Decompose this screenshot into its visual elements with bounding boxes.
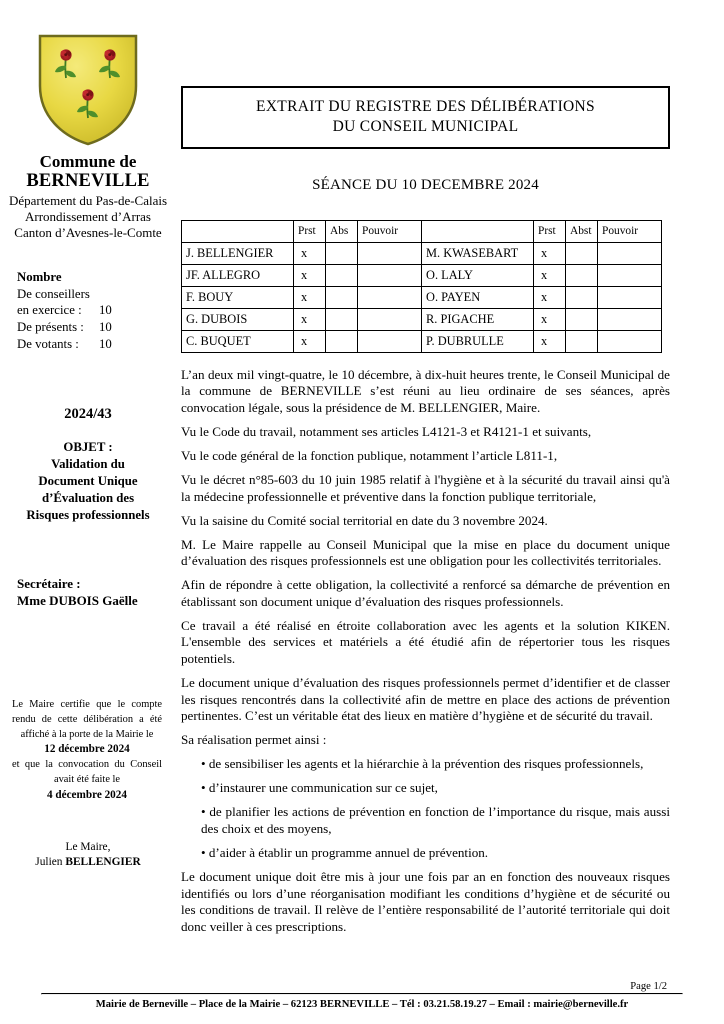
present-mark: x xyxy=(534,264,566,286)
councillor-name: J. BELLENGIER xyxy=(182,242,294,264)
list-item: • de sensibiliser les agents et la hiérarchie à la prévention des risques professionnels, xyxy=(201,756,644,772)
present-mark: x xyxy=(534,330,566,352)
absent-mark xyxy=(566,286,598,308)
objet-line3: d’Évaluation des xyxy=(41,491,135,506)
seance-date-heading: SÉANCE DU 10 DECEMBRE 2024 xyxy=(312,176,539,193)
present-mark: x xyxy=(294,264,326,286)
proxy-cell xyxy=(358,286,422,308)
commune-line2: BERNEVILLE xyxy=(26,171,150,192)
count-value: 10 xyxy=(99,319,112,334)
page-footer xyxy=(41,981,683,1010)
header-right-pouvoir: Pouvoir xyxy=(598,220,662,242)
header-left-pouvoir: Pouvoir xyxy=(358,220,422,242)
table-row xyxy=(182,264,662,286)
signature-name xyxy=(0,855,176,870)
councillor-name: C. BUQUET xyxy=(182,330,294,352)
present-mark: x xyxy=(294,330,326,352)
document-title-box xyxy=(181,86,670,149)
secretaire-label: Secrétaire : xyxy=(17,576,81,592)
proxy-cell xyxy=(358,264,422,286)
signature-last-name: BELLENGIER xyxy=(65,855,141,868)
proxy-cell xyxy=(598,286,662,308)
arrondissement-label: Arrondissement d’Arras xyxy=(25,208,151,224)
objet-line2: Document Unique xyxy=(38,474,138,489)
body-paragraph-opening: L’an deux mil vingt-quatre, le 10 décembre, à dix-huit heures trente, le Conseil Municipal de la commune de BERNEVILLE s’est réuni au lieu ordinaire de ses séances, après convocation légale, sous la présidence de M. BELLENGIER, Maire. xyxy=(181,366,670,415)
list-item: • d’aider à établir un programme annuel de prévention. xyxy=(201,845,489,861)
signature-title: Le Maire, xyxy=(65,840,111,853)
count-row-votants xyxy=(17,336,176,353)
absent-mark xyxy=(326,286,358,308)
body-paragraph-maire-rappelle: M. Le Maire rappelle au Conseil Municipal que la mise en place du document unique d’évaluation des risques professionnels est une obligation pour les collectivités territoriales. xyxy=(181,536,670,569)
body-paragraph-obligation: Afin de répondre à cette obligation, la collectivité a renforcé sa démarche de prévention en établissant son document unique d’évaluation des risques professionnels. xyxy=(181,577,670,609)
body-paragraph-vu-fonction-publique: Vu le code général de la fonction publique, notamment l’article L811-1, xyxy=(181,447,558,463)
absent-mark xyxy=(566,264,598,286)
proxy-cell xyxy=(598,330,662,352)
absent-mark xyxy=(326,242,358,264)
count-value: 10 xyxy=(99,336,112,351)
header-left-name xyxy=(182,220,294,242)
body-paragraph-mise-a-jour: Le document unique doit être mis à jour une fois par an en fonction des nouveaux risques identifiés ou lors d’une réorganisation modifiant les conditions d’hygiène et de sécurité ou les conditions de travail. Il relève de l’entière responsabilité de l’autorité territoriale qui doit donc veiller à ces prescriptions. xyxy=(181,869,670,934)
present-mark: x xyxy=(534,242,566,264)
count-row-presents xyxy=(17,319,176,336)
document-title-line2: DU CONSEIL MUNICIPAL xyxy=(332,117,519,135)
header-left-prst: Prst xyxy=(294,220,326,242)
body-paragraph-document-unique: Le document unique d’évaluation des risques professionnels permet d’identifier et de classer les risques rencontrés dans la collectivité afin de mettre en place des actions de prévention pertinentes. C’est un véritable état des lieux en matière d’hygiène et de sécurité du travail. xyxy=(181,675,670,724)
footer-contact-line: Mairie de Berneville – Place de la Mairie – 62123 BERNEVILLE – Tél : 03.21.58.19.27 – Email : mairie@berneville.fr xyxy=(95,999,629,1010)
councillor-name: O. LALY xyxy=(422,264,534,286)
body-paragraph-vu-saisine: Vu la saisine du Comité social territorial en date du 3 novembre 2024. xyxy=(181,512,548,528)
councillor-name: R. PIGACHE xyxy=(422,308,534,330)
proxy-cell xyxy=(598,308,662,330)
councillor-name: JF. ALLEGRO xyxy=(182,264,294,286)
count-label: en exercice : xyxy=(17,303,82,318)
absent-mark xyxy=(566,308,598,330)
page-number: Page 1/2 xyxy=(630,981,667,992)
count-row-en-exercice xyxy=(17,302,176,319)
canton-label: Canton d’Avesnes-le-Comte xyxy=(14,224,162,240)
attendance-table xyxy=(181,220,662,353)
present-mark: x xyxy=(294,308,326,330)
present-mark: x xyxy=(294,286,326,308)
absent-mark xyxy=(326,308,358,330)
councillor-name: G. DUBOIS xyxy=(182,308,294,330)
main-content-column xyxy=(181,86,670,943)
secretaire-name: Mme DUBOIS Gaëlle xyxy=(17,593,138,609)
nombre-heading: Nombre xyxy=(17,270,62,285)
objet-line4: Risques professionnels xyxy=(26,508,150,523)
objet-line1: Validation du xyxy=(51,457,125,472)
proxy-cell xyxy=(358,330,422,352)
absent-mark xyxy=(326,330,358,352)
commune-title xyxy=(0,152,176,192)
attendance-header-row xyxy=(182,220,662,242)
body-paragraph-realisation-intro: Sa réalisation permet ainsi : xyxy=(181,732,327,748)
coat-of-arms-container xyxy=(0,30,176,150)
objet-block xyxy=(0,439,176,524)
proxy-cell xyxy=(358,308,422,330)
signature-block xyxy=(0,840,176,871)
proxy-cell xyxy=(598,242,662,264)
certification-text-part2: et que la convocation du Conseil avait été faite le xyxy=(12,759,162,786)
list-item: • de planifier les actions de prévention en fonction de l’importance du risque, mais aussi des choix et des moyens, xyxy=(201,804,670,837)
proxy-cell xyxy=(358,242,422,264)
table-row xyxy=(182,308,662,330)
list-item: • d’instaurer une communication sur ce sujet, xyxy=(201,780,438,796)
absent-mark xyxy=(566,242,598,264)
deliberation-reference-number: 2024/43 xyxy=(64,406,112,423)
count-value: 10 xyxy=(99,303,112,318)
proxy-cell xyxy=(598,264,662,286)
coat-of-arms-shield-three-roses-icon xyxy=(32,30,144,148)
body-paragraph-vu-code-travail: Vu le Code du travail, notamment ses articles L4121-3 et R4121-1 et suivants, xyxy=(181,423,592,439)
departement-label: Département du Pas-de-Calais xyxy=(8,192,168,208)
councillor-count-block xyxy=(0,269,176,352)
commune-line1: Commune de xyxy=(39,152,137,171)
councillor-name: P. DUBRULLE xyxy=(422,330,534,352)
present-mark: x xyxy=(534,308,566,330)
header-left-abs: Abs xyxy=(326,220,358,242)
table-row xyxy=(182,330,662,352)
header-right-abst: Abst xyxy=(566,220,598,242)
present-mark: x xyxy=(294,242,326,264)
left-sidebar xyxy=(0,30,176,870)
signature-first-name: Julien xyxy=(35,855,66,868)
table-row xyxy=(182,286,662,308)
header-right-prst: Prst xyxy=(534,220,566,242)
certification-date-affichage: 12 décembre 2024 xyxy=(44,743,130,756)
councillor-name: M. KWASEBART xyxy=(422,242,534,264)
absent-mark xyxy=(326,264,358,286)
secretaire-block xyxy=(0,576,176,610)
commune-administrative-info xyxy=(0,193,176,241)
councillor-name: O. PAYEN xyxy=(422,286,534,308)
deliberation-body xyxy=(181,367,670,936)
count-label: De votants : xyxy=(17,336,79,351)
certification-text-part1: Le Maire certifie que le compte rendu de cette délibération a été affiché à la porte de la Mairie le xyxy=(12,699,162,740)
councillor-name: F. BOUY xyxy=(182,286,294,308)
table-row xyxy=(182,242,662,264)
count-label: De présents : xyxy=(17,319,84,334)
body-paragraph-vu-decret: Vu le décret n°85-603 du 10 juin 1985 relatif à l'hygiène et à la sécurité du travail ainsi qu'à la médecine professionnelle et préventive dans la fonction publique territoriale, xyxy=(181,471,670,504)
certification-date-convocation: 4 décembre 2024 xyxy=(47,788,127,801)
document-title-line1: EXTRAIT DU REGISTRE DES DÉLIBÉRATIONS xyxy=(256,98,595,115)
certification-block xyxy=(0,698,176,804)
present-mark: x xyxy=(534,286,566,308)
objet-label: OBJET : xyxy=(63,440,113,455)
header-right-name xyxy=(422,220,534,242)
nombre-subheading: De conseillers xyxy=(17,286,90,301)
absent-mark xyxy=(566,330,598,352)
body-paragraph-collaboration: Ce travail a été réalisé en étroite collaboration avec les agents et la solution KIKEN. L'ensemble des services et matériels a été étudié afin de répertorier tous les risques potentiels. xyxy=(181,617,670,667)
